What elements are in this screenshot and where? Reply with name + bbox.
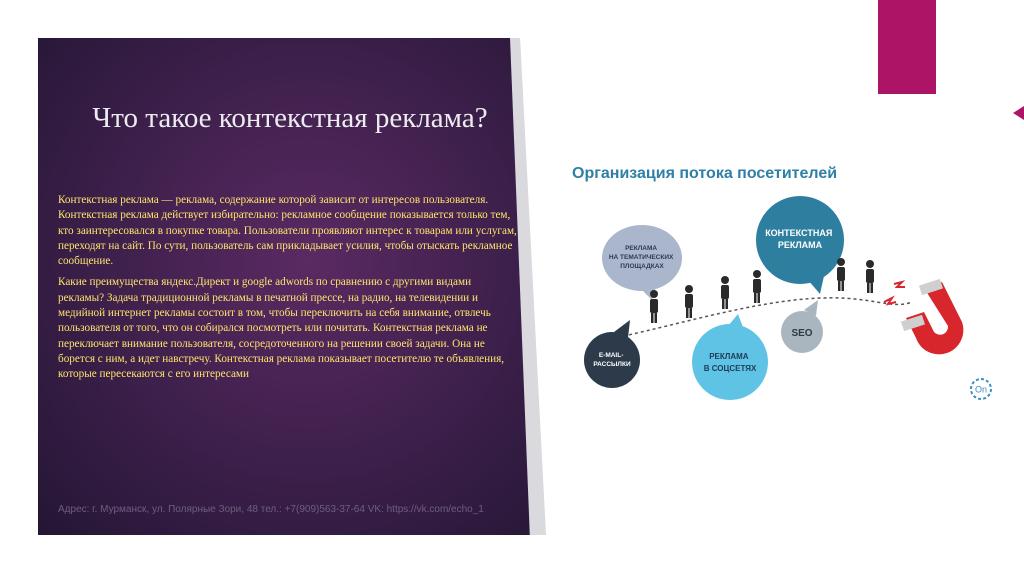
magnet-icon [884,279,963,355]
bubble-email-line2: РАССЫЛКИ [593,361,631,368]
bubble-social-line1: РЕКЛАМА [709,352,749,361]
bubble-context-line2: РЕКЛАМА [777,240,823,250]
bubble-email [584,320,640,388]
person-icon [721,276,729,309]
bubble-social [692,314,768,400]
accent-rectangle [878,0,936,94]
slide-body [58,193,518,389]
bubble-social-line2: В СОЦСЕТЯХ [703,364,757,373]
diagram-title: Организация потока посетителей [572,165,838,182]
bubble-thematic-sites [602,225,682,300]
footer-contacts: Адрес: г. Мурманск, ул. Полярные Зори, 48 тел.: +7(909)563-37-64 VK: https://vk.com/echo_1 [58,504,484,515]
slide-arrow-icon[interactable] [1013,106,1024,120]
bubble-thematic-line1: РЕКЛАМА [625,245,658,252]
bubble-thematic-line2: НА ТЕМАТИЧЕСКИХ [608,254,674,261]
paragraph-advantages: Какие преимущества яндекс.Директ и google adwords по сравнению с другими видами рекламы? Задача традиционной рекламы в печатной прессе, на радио, на телевидении и медийной интернет рекламы состоит в том, чтобы переключить на себя внимание, отвлечь пользователя от того, что он собирался посмотреть или почитать. Контекстная реклама не переключает внимание пользователя, сосредоточенного на решении своей задачи. Она не борется с ним, а идет навстречу. Контекстная реклама показывает посетителю те объявления, которые пересекаются с его интересами [58,276,505,381]
person-icon [650,290,658,323]
visitor-flow-diagram [572,190,1002,410]
bubble-context-line1: КОНТЕКСТНАЯ [765,228,833,238]
bubble-context-ads [756,196,844,294]
person-icon [866,260,874,293]
person-icon [753,270,761,303]
bubble-seo-label: SEO [791,328,813,339]
bubble-email-line1: E-MAIL- [598,352,624,359]
bubble-seo [781,300,823,353]
logo-text: On [974,384,988,395]
paragraph-definition: Контекстная реклама — реклама, содержание которой зависит от интересов пользователя. Контекстная реклама действует избирательно: рекламное сообщение показывается только тем, кто заинтересовался в покупке товара. Пользователи проявляют интерес к товарам или услугам, переходят на сайт. По сути, пользователь сам прикладывает усилия, чтобы отыскать рекламное сообщение. [58,194,517,268]
person-icon [685,285,693,318]
bubble-thematic-line3: ПЛОЩАДКАХ [620,263,664,270]
visitor-figures [650,258,874,323]
slide-title: Что такое контекстная реклама? [92,102,488,134]
on-logo-icon [969,377,993,401]
person-icon [837,258,845,291]
